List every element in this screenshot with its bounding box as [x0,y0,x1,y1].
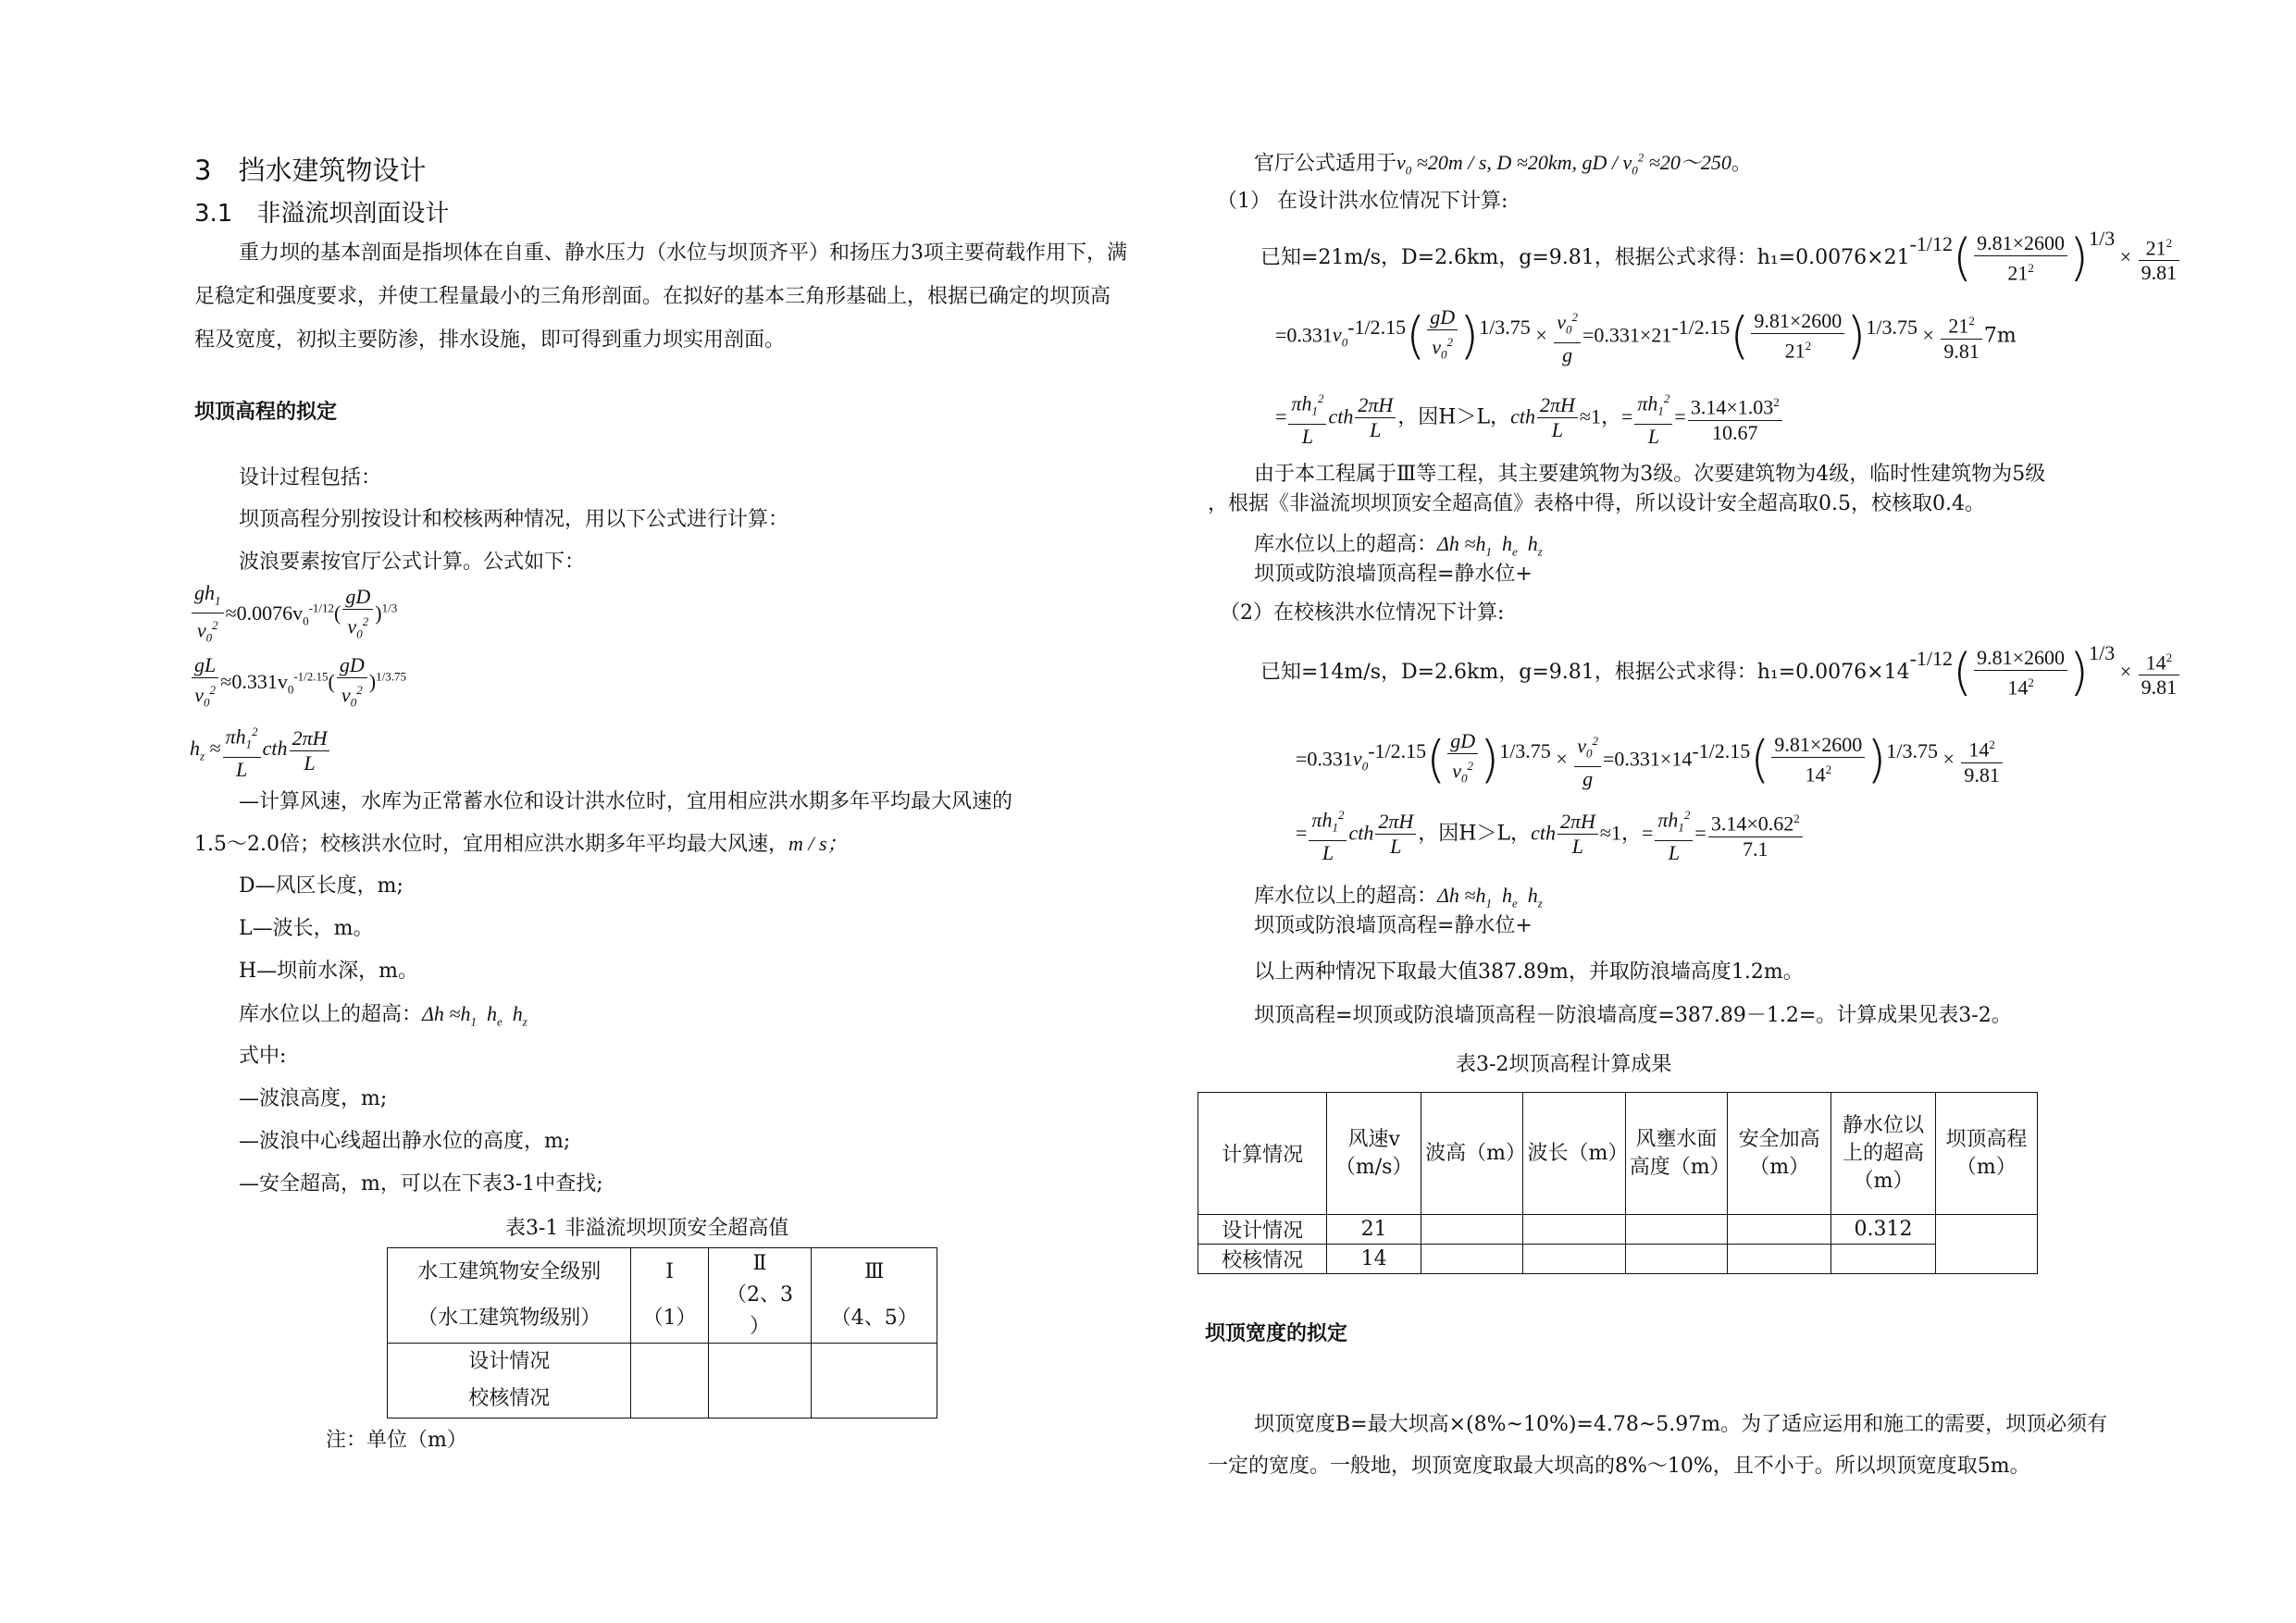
table1-col-I: Ⅰ （1） [631,1248,708,1344]
table2-row-check-case: 校核情况 [1198,1245,1327,1274]
fetch-def: D—风区长度，m; [239,874,403,898]
wave-height-def: —波浪高度，m; [239,1087,388,1110]
table1-cell [812,1344,937,1419]
table1-row-labels: 设计情况 校核情况 [388,1344,631,1419]
width-text: 坝顶宽度B=最大坝高×(8%~10%)=4.78~5.97m。为了适应运用和施工的需要，坝顶必须有 [1254,1413,2108,1436]
freeboard-text: 库水位以上的超高：$\Delta h \approx h_1$ $h_e$ $h_z$ [239,1002,527,1029]
grade-text: 由于本工程属于Ⅲ等工程，其主要建筑物为3级。次要建筑物为4级，临时性建筑物为5级 [1254,463,2046,486]
formula-hz: $h_z$ ≈ $\frac{\pi h_1^2}{L}$ cth $\frac{2\pi H}{L}$ [190,720,331,782]
case1-wavelength: $=0.331v_0^{-1/2.15}$( $\frac{gD}{v_0^2}$ )$^{1/3.75}$ × $\frac{v_0^2}{g}$ $=0.331\times 21^{-1/2.15}$( $\frac{9.81\times 2600}{21^2}$ )$^{1/3.75}$ × $\frac{21^2}{9.81}$ 7m [1275,305,2017,366]
table2-row-check-wind: 14 [1327,1245,1421,1274]
table2-cell [1625,1245,1727,1274]
table2-cell-crest [1935,1215,2037,1274]
freeboard-text-2: 库水位以上的超高：$\Delta h \approx h_1$ $h_e$ $h_z$ [1254,884,1543,911]
subsection-title: 3.1 非溢流坝剖面设计 [194,200,450,228]
table2-row-design-freeboard: 0.312 [1831,1215,1935,1245]
center-line-def: —波浪中心线超出静水位的高度，m; [239,1130,571,1153]
crest-result-text: 坝顶高程=坝顶或防浪墙顶高程－防浪墙高度=387.89－1.2=。计算成果见表3-2。 [1254,1004,2012,1027]
table2-cell [1421,1215,1523,1245]
depth-def: H—坝前水深，m。 [239,960,419,983]
table2-header-wave-length: 波长（m） [1523,1093,1625,1215]
table2-row-design-case: 设计情况 [1198,1215,1327,1245]
width-text-2: 一定的宽度。一般地，坝顶宽度取最大坝高的8%～10%，且不小于。所以坝顶宽度取5m。 [1208,1455,2030,1478]
safety-def: —安全超高，m，可以在下表3-1中查找; [239,1172,603,1196]
wave-formula-text: 波浪要素按官厅公式计算。公式如下： [239,551,586,574]
table2-cell [1523,1245,1625,1274]
table2-header-fetch: 风壅水面高度（m） [1625,1093,1727,1215]
process-text: 设计过程包括： [239,466,382,489]
table1-col-III: Ⅲ （4、5） [812,1248,937,1344]
table2-header-safety: 安全加高（m） [1728,1093,1831,1215]
table2-header-wave-height: 波高（m） [1421,1093,1523,1215]
table2-cell [1523,1215,1625,1245]
case2-wavelength: $=0.331v_0^{-1/2.15}$( $\frac{gD}{v_0^2}$ )$^{1/3.75}$ × $\frac{v_0^2}{g}$ $=0.331\times 14^{-1/2.15}$( $\frac{9.81\times 2600}{14^2}$ )$^{1/3.75}$ × $\frac{14^2}{9.81}$ [1296,729,2004,791]
table2-header-crest: 坝顶高程（m） [1935,1093,2037,1215]
freeboard-text-1: 库水位以上的超高：$\Delta h \approx h_1$ $h_e$ $h_z$ [1254,532,1543,559]
heading-crest-width: 坝顶宽度的拟定 [1205,1322,1348,1345]
table1-note: 注：单位（m） [326,1429,467,1452]
table2-header-freeboard: 静水位以上的超高（m） [1831,1093,1935,1215]
formula-wave-length: $\frac{gL}{v_0^2}$ $\approx 0.331v_0^{-1/2.15}$( $\frac{gD}{v_0^2}$ )$^{1/3.75}$ [190,653,406,715]
section-title: 3 挡水建筑物设计 [194,155,427,186]
wind-speed-text: —计算风速，水库为正常蓄水位和设计洪水位时，宜用相应洪水期多年平均最大风速的 [239,790,1013,813]
case1-title: （1） 在设计洪水位情况下计算: [1217,190,1508,213]
table2-header-case: 计算情况 [1198,1093,1327,1215]
two-cases-text: 坝顶高程分别按设计和校核两种情况，用以下公式进行计算： [239,508,789,531]
table1-col-II: Ⅱ （2、3 ） [708,1248,812,1344]
heading-crest-elevation: 坝顶高程的拟定 [194,401,338,424]
crest-text-1: 坝顶或防浪墙顶高程=静水位+ [1254,563,1533,586]
grade-text-2: ，根据《非溢流坝坝顶安全超高值》表格中得，所以设计安全超高取0.5，校核取0.4。 [1208,492,1985,515]
case2-hz: = $\frac{\pi h_1^2}{L}$ cth $\frac{2\pi H}{L}$ ，因H＞L，cth $\frac{2\pi H}{L}$ ≈1，= $\frac{\pi h_1^2}{L}$ = $\frac{3.14\times 0.62^2}{7.1}$ [1296,803,1805,865]
table2-caption: 表3-2坝顶高程计算成果 [1456,1053,1672,1076]
table2-cell [1728,1245,1831,1274]
case2-given: 已知=14m/s，D=2.6km，g=9.81，根据公式求得：$h_1=0.0076\times 14^{-1/12}$( $\frac{9.81\times 2600}{14^2}$ )$^{1/3}$ × $\frac{14^2}{9.81}$ [1260,646,2181,700]
where-text: 式中: [239,1045,287,1068]
wavelength-def: L—波长，m。 [239,917,374,940]
crest-text-2: 坝顶或防浪墙顶高程=静水位+ [1254,914,1533,937]
max-value-text: 以上两种情况下取最大值387.89m，并取防浪墙高度1.2m。 [1254,960,1804,984]
table1-caption: 表3-1 非溢流坝坝顶安全超高值 [505,1217,789,1240]
formula-wave-height: $\frac{gh_1}{v_0^2}$ $\approx 0.0076v_0^{-1/12}$( $\frac{gD}{v_0^2}$ )$^{1/3}$ [190,581,397,650]
table2-cell [1831,1245,1935,1274]
table-safety-freeboard [387,1247,937,1419]
table1-header-grade: 水工建筑物安全级别 （水工建筑物级别） [388,1248,631,1344]
applicable-text: 官厅公式适用于$v_0 \approx 20m / s$, D ≈20km, gD / $v_0^2$ ≈20～250。 [1254,151,1752,178]
table2-row-design-wind: 21 [1327,1215,1421,1245]
table-crest-results [1198,1092,2038,1274]
table1-cell [631,1344,708,1419]
case2-title: （2）在校核洪水位情况下计算: [1220,601,1505,625]
table2-cell [1728,1215,1831,1245]
wind-speed-text-2: 1.5～2.0倍；校核洪水位时，宜用相应洪水期多年平均最大风速，m / s； [194,832,848,856]
table2-cell [1625,1215,1727,1245]
case1-given: 已知=21m/s，D=2.6km，g=9.81，根据公式求得：$h_1=0.0076\times 21^{-1/12}$( $\frac{9.81\times 2600}{21^2}$ )$^{1/3}$ × $\frac{21^2}{9.81}$ [1260,231,2181,285]
intro-paragraph: 重力坝的基本剖面是指坝体在自重、静水压力（水位与坝顶齐平）和扬压力3项主要荷载作用下，满足稳定和强度要求，并使工程量最小的三角形剖面。在拟好的基本三角形基础上，根据已确定的坝顶高程及宽度，初拟主要防渗，排水设施，即可得到重力坝实用剖面。 [194,242,1128,352]
table1-cell [708,1344,812,1419]
table2-cell [1421,1245,1523,1274]
table2-header-wind: 风速v（m/s） [1327,1093,1421,1215]
case1-hz: = $\frac{\pi h_1^2}{L}$ cth $\frac{2\pi H}{L}$ ，因H＞L，cth $\frac{2\pi H}{L}$ ≈1，= $\frac{\pi h_1^2}{L}$ = $\frac{3.14\times 1.03^2}{10.67}$ [1275,387,1784,449]
